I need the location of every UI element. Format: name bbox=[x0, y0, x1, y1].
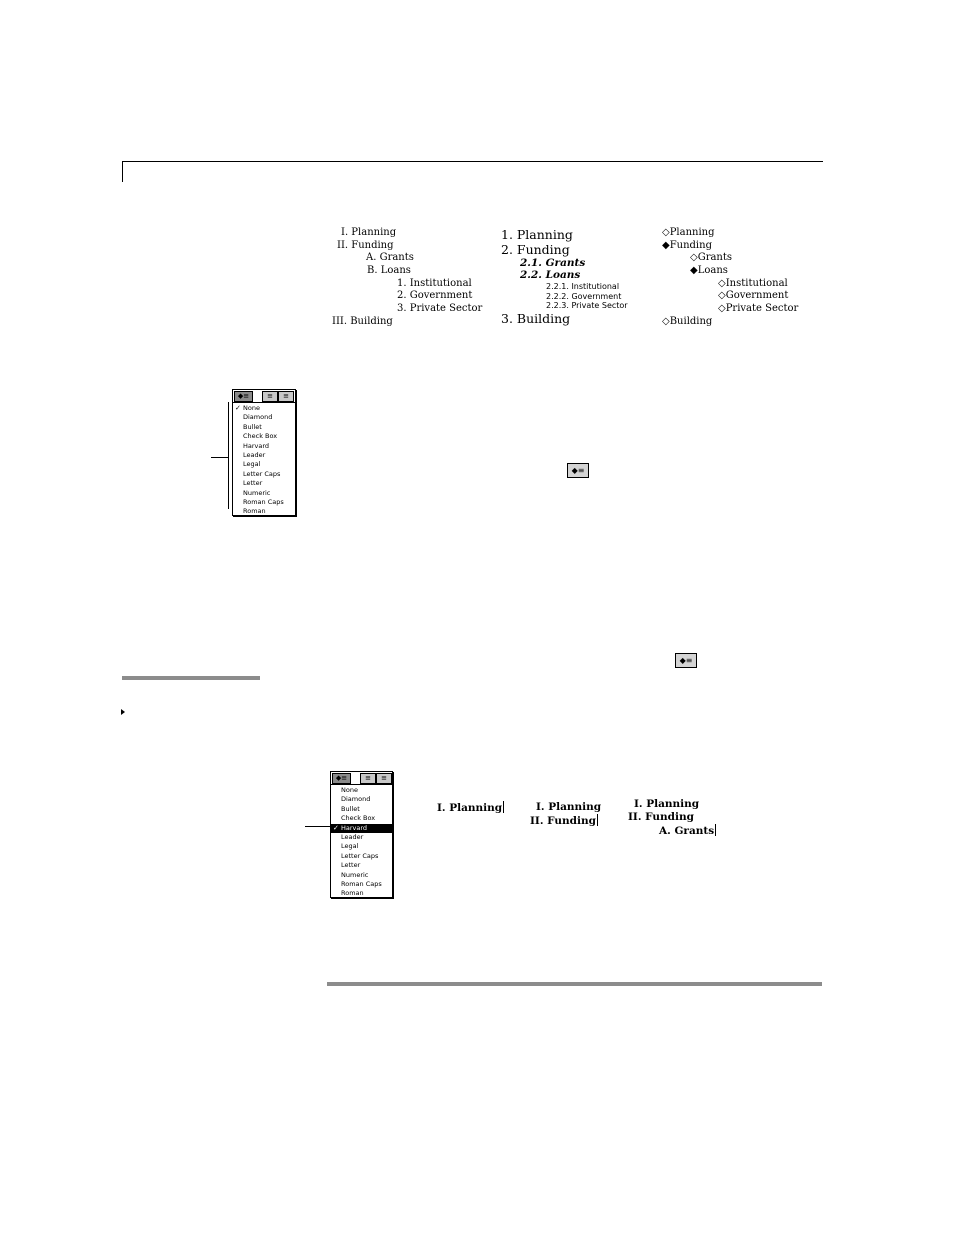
outline-line: ◇Grants bbox=[690, 252, 733, 263]
menu-item-label: Legal bbox=[243, 460, 261, 469]
diamond-icon: ◇ bbox=[718, 303, 726, 314]
menu-item-label: None bbox=[341, 786, 358, 794]
align-center-icon[interactable]: ≡ bbox=[278, 391, 294, 402]
outline-line: 2.2.3. Private Sector bbox=[546, 301, 628, 310]
menu-item-label: Numeric bbox=[243, 488, 271, 497]
diamond-icon: ◇ bbox=[662, 227, 670, 238]
header-rule bbox=[122, 161, 823, 162]
check-icon: ✓ bbox=[235, 404, 241, 412]
align-left-icon[interactable]: ≡ bbox=[262, 391, 278, 402]
diamond-icon: ◇ bbox=[718, 278, 726, 289]
menu-item-label: Harvard bbox=[243, 441, 270, 450]
menu-item-none[interactable] bbox=[233, 404, 295, 413]
menu-item-label: None bbox=[243, 404, 260, 412]
menu-item-label: Diamond bbox=[341, 795, 371, 804]
outline-line: B. Loans bbox=[367, 265, 411, 276]
menu-item-numeric[interactable] bbox=[233, 489, 295, 498]
menu-item-list bbox=[331, 786, 392, 899]
outline-line: 2.2. Loans bbox=[520, 269, 581, 281]
outline-toolbar-icon[interactable]: ◆≡ bbox=[567, 463, 589, 478]
menu-item-label: Letter Caps bbox=[243, 469, 281, 478]
outline-line: ◆Funding bbox=[662, 240, 712, 251]
menu-item-roman[interactable] bbox=[331, 889, 392, 898]
text-cursor bbox=[715, 824, 716, 836]
outline-line: ◆Loans bbox=[690, 265, 728, 276]
menu-item-harvard[interactable] bbox=[331, 824, 392, 833]
menu-item-bullet[interactable] bbox=[331, 805, 392, 814]
menu-item-label: Bullet bbox=[243, 422, 262, 431]
menu-item-label: Letter Caps bbox=[341, 851, 379, 860]
menu-item-diamond[interactable] bbox=[331, 795, 392, 804]
outline-style-icon[interactable]: ◆≡ bbox=[332, 773, 351, 784]
menu-item-label: Check Box bbox=[341, 814, 376, 823]
menu-header bbox=[233, 390, 295, 403]
text-cursor bbox=[597, 814, 598, 826]
menu-item-harvard[interactable] bbox=[233, 442, 295, 451]
menu-item-label: Check Box bbox=[243, 432, 278, 441]
check-icon: ✓ bbox=[333, 823, 339, 832]
menu-item-letter-caps[interactable] bbox=[233, 470, 295, 479]
outline-line: 2.2.2. Government bbox=[546, 292, 622, 301]
outline-line: II. Funding bbox=[337, 240, 394, 251]
menu-item-check-box[interactable] bbox=[331, 814, 392, 823]
demo-line: I. Planning bbox=[437, 802, 503, 814]
menu-item-label: Roman bbox=[341, 889, 364, 898]
outline-line: A. Grants bbox=[366, 252, 414, 263]
diamond-icon: ◇ bbox=[690, 252, 698, 263]
demo-line: A. Grants bbox=[659, 825, 715, 837]
menu-item-label: Legal bbox=[341, 842, 359, 851]
outline-style-menu[interactable] bbox=[330, 771, 393, 898]
outline-line: 3. Private Sector bbox=[397, 303, 483, 314]
menu-header bbox=[331, 772, 392, 785]
diamond-filled-icon: ◆ bbox=[690, 265, 698, 276]
outline-line: 2. Government bbox=[397, 290, 473, 301]
menu-item-numeric[interactable] bbox=[331, 871, 392, 880]
menu-item-label: Roman Caps bbox=[243, 497, 284, 506]
menu-item-label: Roman Caps bbox=[341, 879, 382, 888]
menu-item-bullet[interactable] bbox=[233, 423, 295, 432]
align-left-icon[interactable]: ≡ bbox=[360, 773, 376, 784]
menu-item-label: Leader bbox=[341, 832, 364, 841]
outline-line: ◇Institutional bbox=[718, 278, 788, 289]
menu-item-roman[interactable] bbox=[233, 507, 295, 516]
menu-item-label: Roman bbox=[243, 507, 266, 516]
menu-item-leader[interactable] bbox=[233, 451, 295, 460]
menu-item-letter-caps[interactable] bbox=[331, 852, 392, 861]
arrow-bullet-icon bbox=[121, 709, 125, 715]
outline-line: III. Building bbox=[332, 316, 393, 327]
menu-item-label: Diamond bbox=[243, 413, 273, 422]
menu-item-letter[interactable] bbox=[331, 861, 392, 870]
outline-line: ◇Government bbox=[718, 290, 789, 301]
menu-item-label: Leader bbox=[243, 450, 266, 459]
menu-item-label: Bullet bbox=[341, 804, 360, 813]
demo-line: II. Funding bbox=[530, 815, 596, 827]
menu-item-label: Numeric bbox=[341, 870, 369, 879]
demo-line: I. Planning bbox=[634, 798, 700, 810]
menu-item-none[interactable] bbox=[331, 786, 392, 795]
menu-item-label: Letter bbox=[243, 479, 263, 488]
outline-line: 1. Planning bbox=[501, 227, 573, 242]
demo-line: II. Funding bbox=[628, 811, 694, 823]
diamond-icon: ◇ bbox=[718, 290, 726, 301]
outline-toolbar-icon[interactable]: ◆≡ bbox=[675, 653, 697, 668]
outline-style-icon[interactable]: ◆≡ bbox=[234, 391, 253, 402]
outline-line: I. Planning bbox=[341, 227, 397, 238]
menu-item-label: Letter bbox=[341, 861, 361, 870]
menu-item-letter[interactable] bbox=[233, 479, 295, 488]
section-rule bbox=[122, 676, 260, 680]
menu-item-legal[interactable] bbox=[233, 460, 295, 469]
outline-line: 2. Funding bbox=[501, 242, 570, 257]
menu-item-roman-caps[interactable] bbox=[331, 880, 392, 889]
callout-line bbox=[305, 826, 330, 827]
outline-line: 2.2.1. Institutional bbox=[546, 282, 620, 291]
outline-line: 1. Institutional bbox=[397, 278, 472, 289]
diamond-filled-icon: ◆ bbox=[662, 240, 670, 251]
outline-style-menu[interactable] bbox=[232, 389, 296, 516]
menu-item-list bbox=[233, 404, 295, 517]
menu-item-diamond[interactable] bbox=[233, 413, 295, 422]
callout-line bbox=[211, 457, 228, 458]
text-cursor bbox=[503, 801, 504, 813]
diamond-icon: ◇ bbox=[662, 316, 670, 327]
outline-line: 2.1. Grants bbox=[520, 257, 586, 269]
menu-item-leader[interactable] bbox=[331, 833, 392, 842]
outline-line: ◇Building bbox=[662, 316, 713, 327]
demo-line: I. Planning bbox=[536, 801, 602, 813]
menu-item-roman-caps[interactable] bbox=[233, 498, 295, 507]
header-rule-tick bbox=[122, 161, 123, 182]
outline-line: 3. Building bbox=[501, 311, 571, 326]
menu-item-check-box[interactable] bbox=[233, 432, 295, 441]
outline-line: ◇Private Sector bbox=[718, 303, 799, 314]
outline-line: ◇Planning bbox=[662, 227, 715, 238]
align-center-icon[interactable]: ≡ bbox=[376, 773, 392, 784]
section-rule bbox=[327, 982, 822, 986]
callout-bracket bbox=[228, 402, 229, 509]
menu-item-label: Harvard bbox=[341, 823, 368, 832]
menu-item-legal[interactable] bbox=[331, 842, 392, 851]
